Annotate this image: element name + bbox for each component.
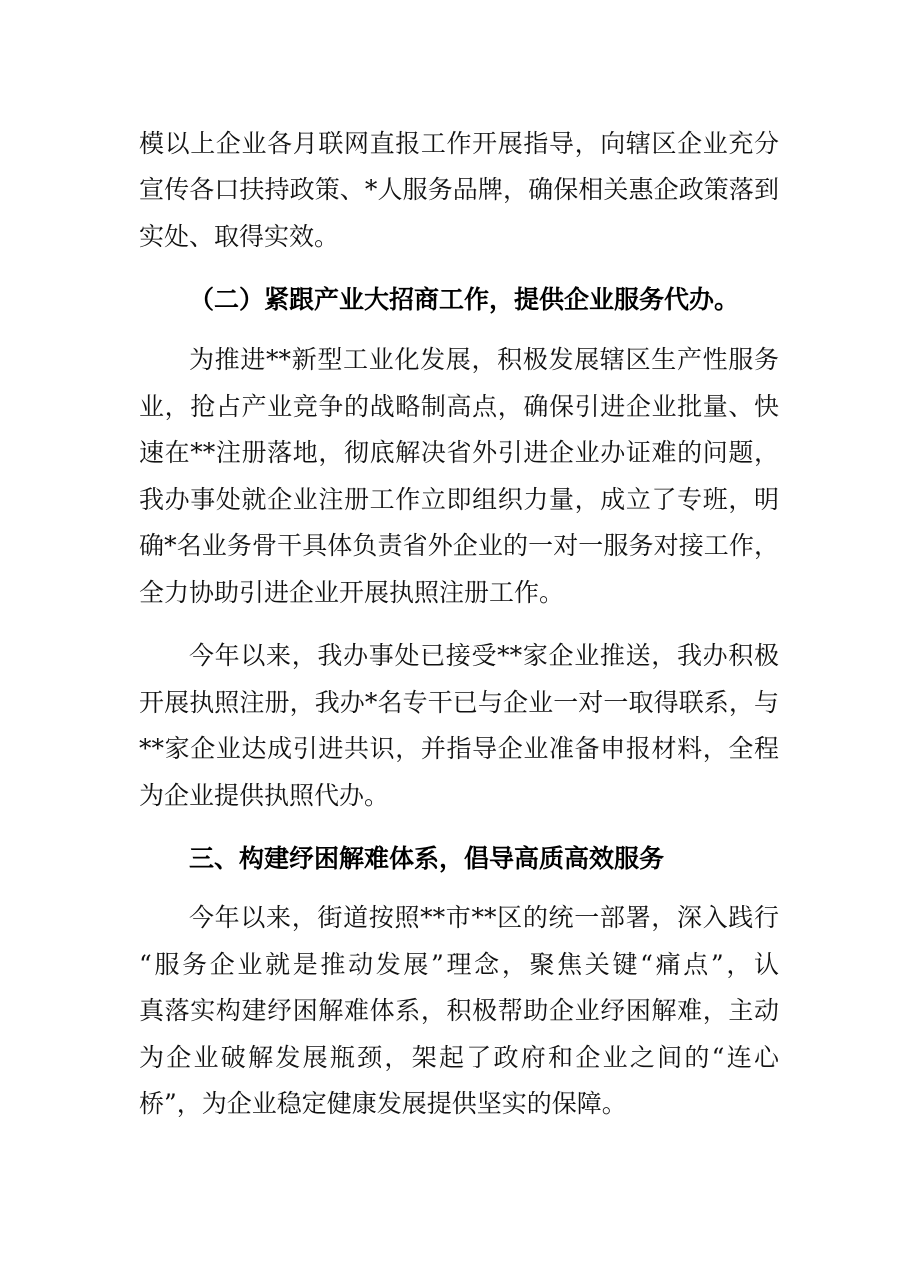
paragraph-2-line-6: 全力协助引进企业开展执照注册工作。 xyxy=(139,578,565,607)
paragraph-4-line-3: 真落实构建纾困解难体系，积极帮助企业纾困解难，主动 xyxy=(139,996,779,1025)
paragraph-1-line-1: 模以上企业各月联网直报工作开展指导，向辖区企业充分 xyxy=(139,129,779,158)
paragraph-4-line-2: “服务企业就是推动发展”理念，聚焦关键“痛点”，认 xyxy=(139,950,779,979)
paragraph-2-line-2: 业，抢占产业竞争的战略制高点，确保引进企业批量、快 xyxy=(139,392,779,421)
paragraph-4-line-4: 为企业破解发展瓶颈，架起了政府和企业之间的“连心 xyxy=(139,1043,779,1072)
paragraph-2-line-1: 为推进**新型工业化发展，积极发展辖区生产性服务 xyxy=(189,345,779,374)
paragraph-3-line-1: 今年以来，我办事处已接受**家企业推送，我办积极 xyxy=(189,641,779,670)
section-heading-3: 三、构建纾困解难体系，倡导高质高效服务 xyxy=(189,844,665,873)
paragraph-1-line-3: 实处、取得实效。 xyxy=(139,222,340,251)
paragraph-4-line-1: 今年以来，街道按照**市**区的统一部署，深入践行 xyxy=(189,903,779,932)
paragraph-4-line-5: 桥”，为企业稳定健康发展提供坚实的保障。 xyxy=(139,1089,627,1118)
paragraph-1-line-2: 宣传各口扶持政策、*人服务品牌，确保相关惠企政策落到 xyxy=(139,175,779,204)
paragraph-3-line-2: 开展执照注册，我办*名专干已与企业一对一取得联系，与 xyxy=(139,688,779,717)
paragraph-3-line-4: 为企业提供执照代办。 xyxy=(139,781,390,810)
paragraph-2-line-4: 我办事处就企业注册工作立即组织力量，成立了专班，明 xyxy=(139,485,779,514)
paragraph-2-line-5: 确*名业务骨干具体负责省外企业的一对一服务对接工作， xyxy=(139,531,779,560)
section-heading-2: （二）紧跟产业大招商工作，提供企业服务代办。 xyxy=(189,285,740,314)
paragraph-3-line-3: **家企业达成引进共识，并指导企业准备申报材料，全程 xyxy=(139,734,779,763)
paragraph-2-line-3: 速在**注册落地，彻底解决省外引进企业办证难的问题， xyxy=(139,438,779,467)
